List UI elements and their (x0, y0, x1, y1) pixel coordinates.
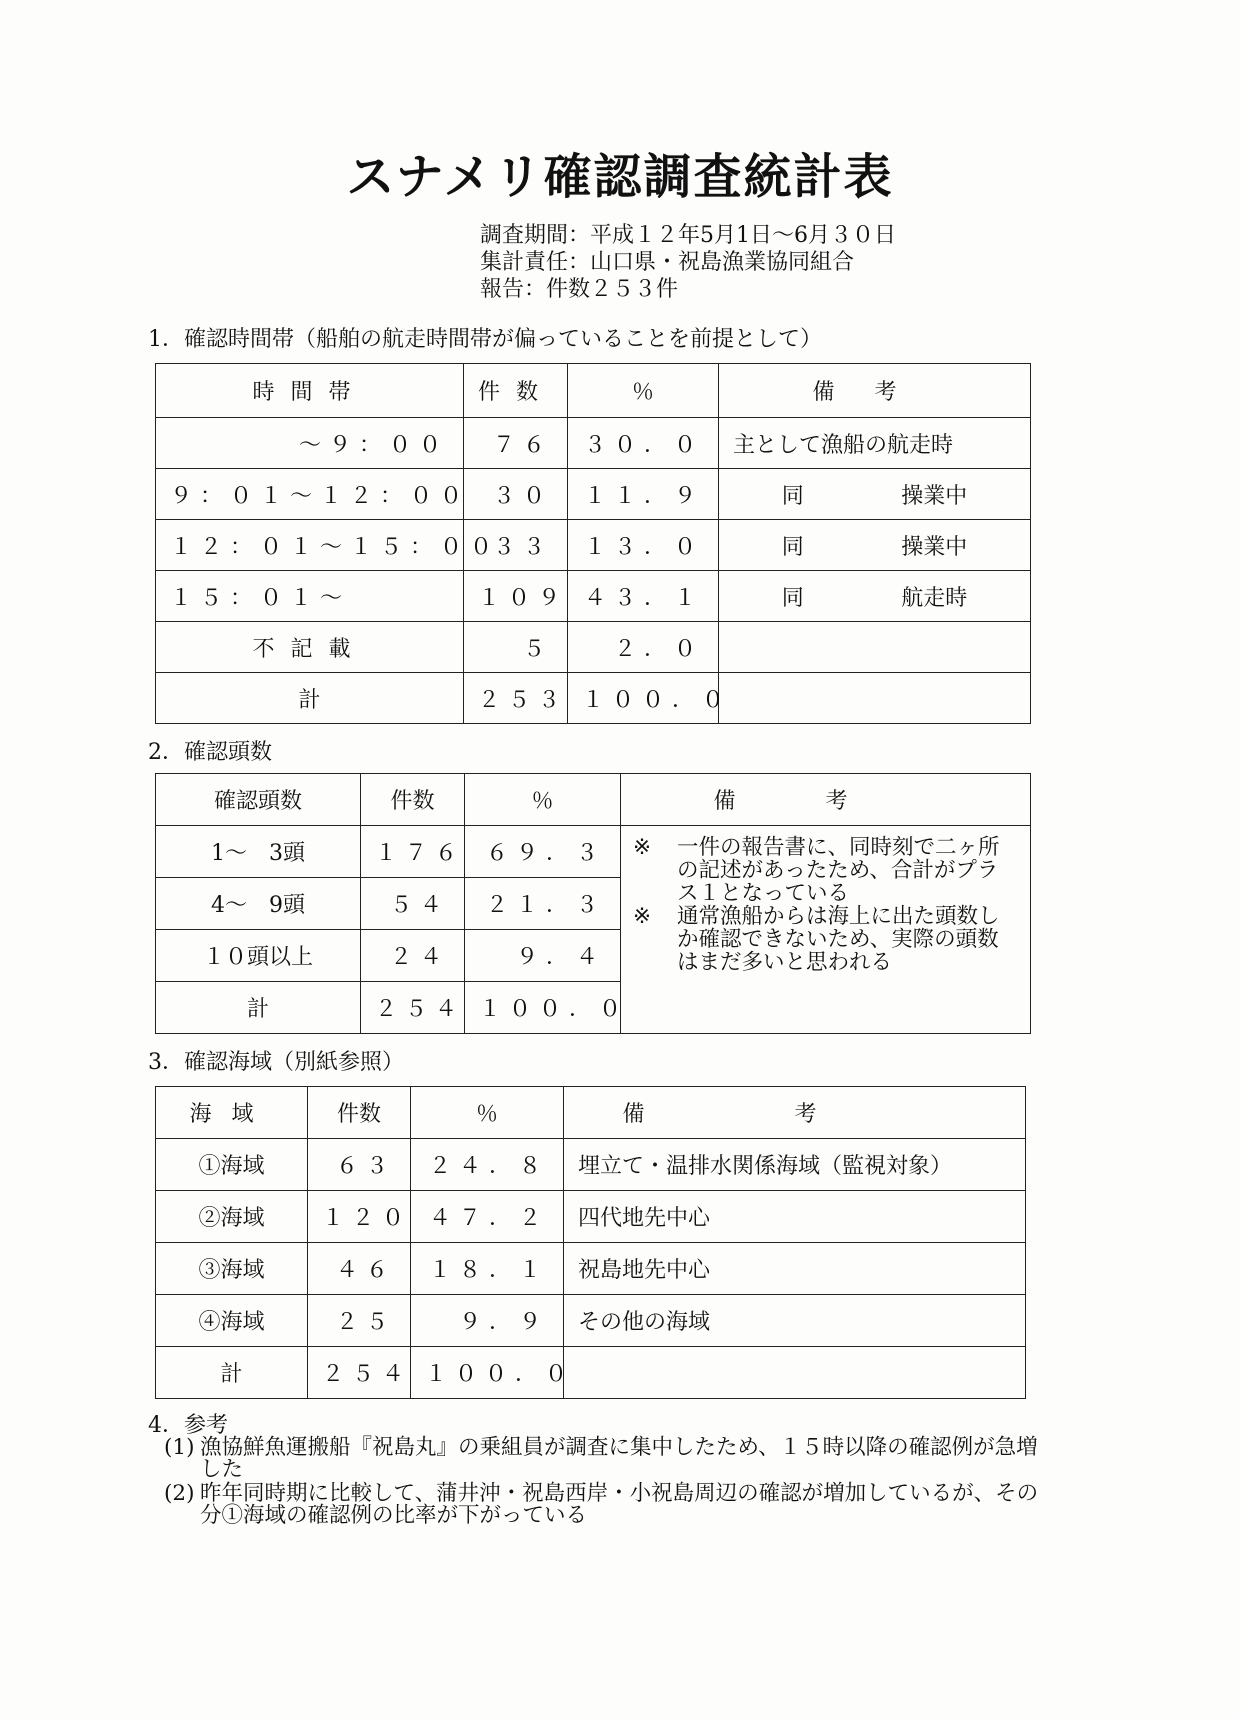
note-mark: ※ (633, 835, 652, 860)
header-count: 件数 (464, 364, 568, 418)
percent-cell: ９．４ (465, 930, 621, 982)
area-label: ①海域 (156, 1139, 308, 1191)
remark-cell (719, 418, 1031, 469)
table-row (156, 418, 1031, 469)
percent-cell: ９．９ (411, 1295, 564, 1347)
remark-same: 同 (781, 483, 804, 509)
count-cell: ６３ (308, 1139, 411, 1191)
note-text: 一件の報告書に、同時刻で二ヶ所の記述があったため、合計がプラス１となっている (677, 835, 1000, 906)
header-count: 件数 (308, 1087, 411, 1139)
table-row (156, 826, 1031, 878)
area-label: ③海域 (156, 1243, 308, 1295)
heads-label: 1～ 3頭 (156, 826, 361, 878)
remark-activity: 操業中 (901, 534, 968, 560)
table-total-row (156, 673, 1031, 724)
table-row (156, 1139, 1026, 1191)
time-label: ～９：００ (156, 418, 464, 469)
header-percent: ％ (465, 774, 621, 826)
section3-heading: 3．確認海域（別紙参照） (148, 1050, 404, 1075)
percent-cell: １８．１ (411, 1243, 564, 1295)
note-item (633, 905, 1018, 974)
percent-cell: ２．０ (568, 622, 719, 673)
count-cell: ７６ (464, 418, 568, 469)
remark-cell (564, 1347, 1026, 1399)
area-label: ④海域 (156, 1295, 308, 1347)
table-header-row (156, 774, 1031, 826)
count-cell: １２０ (308, 1191, 411, 1243)
remark-cell (719, 469, 1031, 520)
table-row (156, 1191, 1026, 1243)
table-total-row (156, 1347, 1026, 1399)
header-time: 時間帯 (156, 364, 464, 418)
percent-cell: １００．０ (411, 1347, 564, 1399)
count-cell: ２５４ (361, 982, 465, 1034)
header-remarks: 備考 (564, 1087, 1026, 1139)
survey-report-count: 報告：件数２５３件 (480, 277, 679, 302)
survey-responsible: 集計責任：山口県・祝島漁業協同組合 (480, 250, 855, 275)
area-label: ②海域 (156, 1191, 308, 1243)
reference-list (148, 1437, 1048, 1529)
percent-cell: ６９．３ (465, 826, 621, 878)
section2-heading: 2．確認頭数 (148, 740, 272, 765)
reference-label: (1) (164, 1435, 195, 1460)
total-label: 計 (156, 982, 361, 1034)
header-percent: ％ (568, 364, 719, 418)
time-label: 不記載 (156, 622, 464, 673)
count-cell: ２５４ (308, 1347, 411, 1399)
count-cell: ４６ (308, 1243, 411, 1295)
count-cell: ３３ (464, 520, 568, 571)
percent-cell: １００．０ (465, 982, 621, 1034)
table-header-row (156, 364, 1031, 418)
table-row (156, 1243, 1026, 1295)
heads-label: 4～ 9頭 (156, 878, 361, 930)
remark-cell: 埋立て・温排水関係海域（監視対象） (564, 1139, 1026, 1191)
table-header-row (156, 1087, 1026, 1139)
reference-label: (2) (164, 1481, 195, 1506)
table-row (156, 469, 1031, 520)
remark-activity: 航走時 (901, 585, 968, 611)
percent-cell: ２１．３ (465, 878, 621, 930)
time-table (155, 363, 1031, 724)
count-cell: ２５３ (464, 673, 568, 724)
total-label: 計 (156, 1347, 308, 1399)
percent-cell: ２４．８ (411, 1139, 564, 1191)
count-cell: ２５ (308, 1295, 411, 1347)
remark-cell (719, 571, 1031, 622)
remark-same: 同 (781, 534, 804, 560)
time-label: １５：０１～ (156, 571, 464, 622)
remark-activity: 操業中 (901, 483, 968, 509)
reference-item (148, 1483, 1048, 1527)
table-row (156, 520, 1031, 571)
area-table (155, 1086, 1026, 1399)
section4-heading: 4．参考 (148, 1413, 228, 1438)
note-text: 通常漁船からは海上に出た頭数しか確認できないため、実際の頭数はまだ多いと思われる (677, 904, 1000, 975)
heads-label: １０頭以上 (156, 930, 361, 982)
count-cell: ２４ (361, 930, 465, 982)
remark-cell: 祝島地先中心 (564, 1243, 1026, 1295)
section1-heading: 1．確認時間帯（船舶の航走時間帯が偏っていることを前提として） (148, 327, 822, 352)
total-label: 計 (156, 673, 464, 724)
header-remarks: 備考 (719, 364, 1031, 418)
count-cell: ３０ (464, 469, 568, 520)
percent-cell: １００．０ (568, 673, 719, 724)
remark-cell: その他の海域 (564, 1295, 1026, 1347)
note-mark: ※ (633, 904, 652, 929)
remark-cell (719, 520, 1031, 571)
reference-text: 漁協鮮魚運搬船『祝島丸』の乗組員が調査に集中したため、１５時以降の確認例が急増した (200, 1435, 1038, 1482)
header-remarks: 備考 (621, 774, 1031, 826)
header-area: 海域 (156, 1087, 308, 1139)
survey-meta (480, 222, 896, 303)
remark-cell: 四代地先中心 (564, 1191, 1026, 1243)
percent-cell: ４７．２ (411, 1191, 564, 1243)
time-label: １２：０１～１５：００ (156, 520, 464, 571)
table-row (156, 1295, 1026, 1347)
percent-cell: １３．０ (568, 520, 719, 571)
reference-text: 昨年同時期に比較して、蒲井沖・祝島西岸・小祝島周辺の確認が増加しているが、その分①海域の確認例の比率が下がっている (200, 1481, 1039, 1528)
header-count: 件数 (361, 774, 465, 826)
count-cell: １７６ (361, 826, 465, 878)
remark-text: 主として漁船の航走時 (733, 432, 954, 458)
count-table (155, 773, 1031, 1034)
remark-same: 同 (781, 585, 804, 611)
table-row (156, 622, 1031, 673)
percent-cell: ４３．１ (568, 571, 719, 622)
note-item (633, 836, 1018, 905)
count-cell: １０９ (464, 571, 568, 622)
page-title: スナメリ確認調査統計表 (346, 149, 894, 205)
percent-cell: １１．９ (568, 469, 719, 520)
count-cell: ５４ (361, 878, 465, 930)
table-row (156, 571, 1031, 622)
remark-cell (719, 622, 1031, 673)
count-cell: ５ (464, 622, 568, 673)
reference-item (148, 1437, 1048, 1481)
survey-period: 調査期間：平成１２年5月1日～6月３０日 (480, 223, 896, 248)
time-label: ９：０１～１２：００ (156, 469, 464, 520)
percent-cell: ３０．０ (568, 418, 719, 469)
header-heads: 確認頭数 (156, 774, 361, 826)
remark-cell (719, 673, 1031, 724)
notes-cell (621, 826, 1031, 1034)
header-percent: ％ (411, 1087, 564, 1139)
